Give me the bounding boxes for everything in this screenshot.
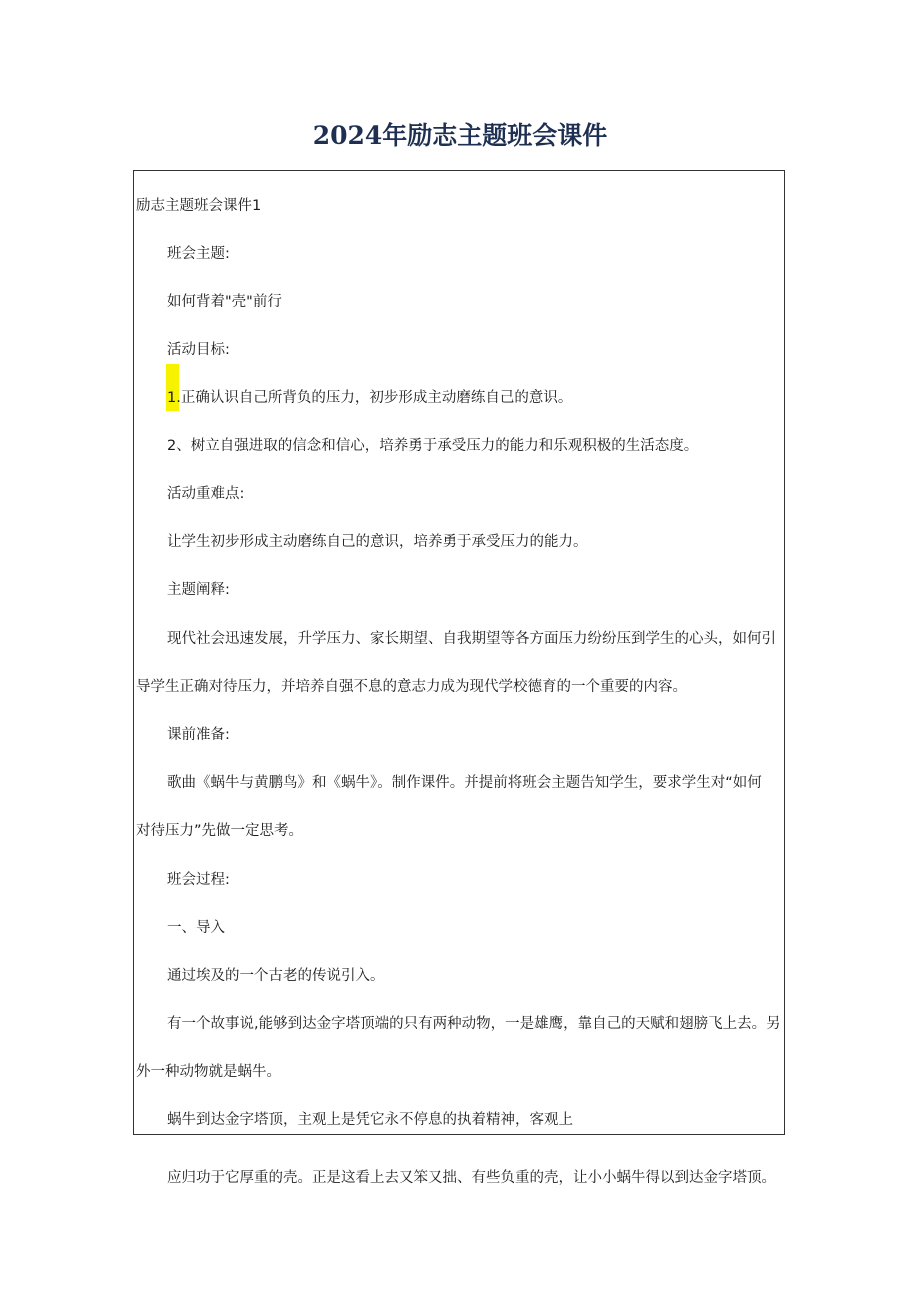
intro-text: 通过埃及的一个古老的传说引入。 [167,968,385,984]
snail-line: 蜗牛到达金字塔顶，主观上是凭它永不停息的执着精神，客观上 [167,1112,573,1128]
process-label: 班会过程: [167,872,230,888]
prep-line-2: 对待压力”先做一定思考。 [136,823,304,839]
theme-text: 如何背着"壳"前行 [167,294,282,310]
intro-label: 一、导入 [167,920,225,936]
goal-label: 活动目标: [167,342,230,358]
story-line-1: 有一个故事说,能够到达金字塔顶端的只有两种动物，一是雄鹰，靠自己的天赋和翅膀飞上去。另 [167,1016,781,1032]
after-box-line: 应归功于它厚重的壳。正是这看上去又笨又拙、有些负重的壳，让小小蜗牛得以到达金字塔顶。 [167,1170,776,1186]
prep-label: 课前准备: [167,727,230,743]
section-heading: 励志主题班会课件1 [136,198,262,214]
goal-2: 2、树立自强进取的信念和信心，培养勇于承受压力的能力和乐观积极的生活态度。 [167,438,699,454]
content-box [133,170,785,1135]
explain-line-2: 导学生正确对待压力，并培养自强不息的意志力成为现代学校德育的一个重要的内容。 [136,679,687,695]
page-title: 2024年励志主题班会课件 [312,121,608,150]
key-label: 活动重难点: [167,486,245,502]
goal-1-text: .正确认识自己所背负的压力，初步形成主动磨练自己的意识。 [176,390,573,406]
goal-1 [167,388,572,408]
key-text: 让学生初步形成主动磨练自己的意识，培养勇于承受压力的能力。 [167,534,588,550]
story-line-2: 外一种动物就是蜗牛。 [136,1064,281,1080]
explain-line-1: 现代社会迅速发展，升学压力、家长期望、自我期望等各方面压力纷纷压到学生的心头，如何引 [167,631,776,647]
prep-line-1: 歌曲《蜗牛与黄鹏鸟》和《蜗牛》。制作课件。并提前将班会主题告知学生，要求学生对“如何 [167,775,762,791]
goal-1-number: 1 [167,390,177,406]
theme-label: 班会主题: [167,246,230,262]
explain-label: 主题阐释: [167,582,230,598]
